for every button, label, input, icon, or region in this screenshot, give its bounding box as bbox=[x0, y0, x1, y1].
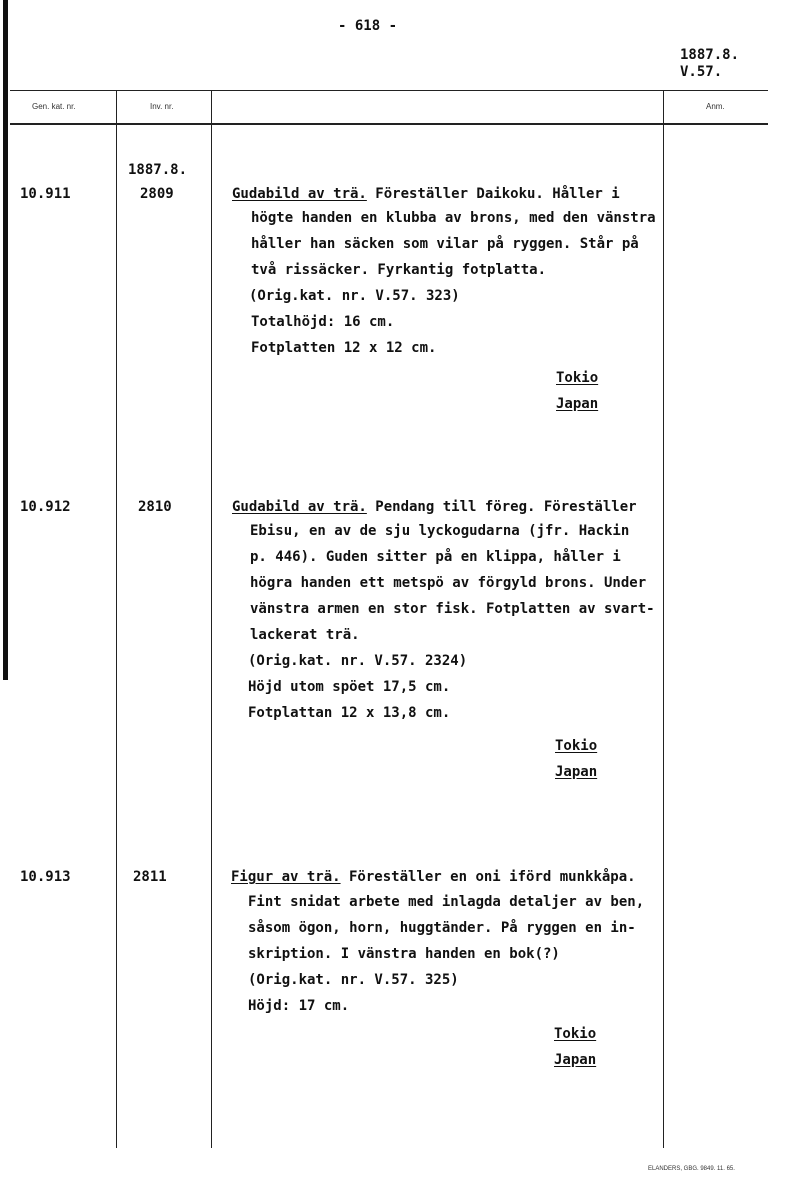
column-header-anm: Anm. bbox=[706, 102, 725, 111]
inv-number: 2810 bbox=[138, 499, 172, 515]
description-line: högte handen en klubba av brons, med den vänstra bbox=[251, 210, 656, 226]
description-line: Totalhöjd: 16 cm. bbox=[251, 314, 395, 330]
gen-kat-number: 10.911 bbox=[20, 186, 71, 202]
column-divider-3 bbox=[663, 90, 664, 1148]
entry-first-line bbox=[231, 869, 636, 885]
entry-first-line-rest: Föreställer Daikoku. Håller i bbox=[366, 186, 620, 202]
description-line: (Orig.kat. nr. V.57. 325) bbox=[248, 972, 459, 988]
description-line: skription. I vänstra handen en bok(?) bbox=[248, 946, 560, 962]
description-line: Ebisu, en av de sju lyckogudarna (jfr. Hackin bbox=[250, 523, 630, 539]
header-rule-top bbox=[10, 90, 768, 91]
header-vol-ref: V.57. bbox=[680, 64, 723, 80]
origin-country: Japan bbox=[556, 396, 599, 412]
description-line: (Orig.kat. nr. V.57. 323) bbox=[249, 288, 460, 304]
origin-city: Tokio bbox=[554, 1026, 597, 1042]
description-line: såsom ögon, horn, huggtänder. På ryggen en in- bbox=[248, 920, 636, 936]
column-divider-2 bbox=[211, 90, 212, 1148]
header-year-ref: 1887.8. bbox=[680, 47, 740, 63]
description-line: p. 446). Guden sitter på en klippa, håller i bbox=[250, 549, 621, 565]
column-divider-1 bbox=[116, 90, 117, 1148]
page-number: - 618 - bbox=[338, 18, 398, 34]
inv-number: 2809 bbox=[140, 186, 174, 202]
printer-imprint: ELANDERS, GBG. 9849. 11. 65. bbox=[648, 1166, 735, 1172]
description-line: två rissäcker. Fyrkantig fotplatta. bbox=[251, 262, 547, 278]
entry-title: Gudabild av trä. bbox=[232, 499, 367, 515]
entry-first-line bbox=[232, 499, 637, 515]
description-line: Höjd utom spöet 17,5 cm. bbox=[248, 679, 451, 695]
description-line: Fotplattan 12 x 13,8 cm. bbox=[248, 705, 451, 721]
entry-title: Figur av trä. bbox=[231, 869, 341, 885]
entry-title: Gudabild av trä. bbox=[232, 186, 367, 202]
entry-first-line-rest: Pendang till föreg. Föreställer bbox=[366, 499, 637, 515]
group-year: 1887.8. bbox=[128, 162, 188, 178]
origin-country: Japan bbox=[555, 764, 598, 780]
entry-first-line-rest: Föreställer en oni iförd munkkåpa. bbox=[340, 869, 636, 885]
inv-number: 2811 bbox=[133, 869, 167, 885]
column-header-inv: Inv. nr. bbox=[150, 102, 174, 111]
description-line: lackerat trä. bbox=[250, 627, 360, 643]
description-line: (Orig.kat. nr. V.57. 2324) bbox=[248, 653, 468, 669]
entry-first-line bbox=[232, 186, 620, 202]
description-line: Fotplatten 12 x 12 cm. bbox=[251, 340, 437, 356]
header-rule-bottom bbox=[10, 123, 768, 125]
description-line: Höjd: 17 cm. bbox=[248, 998, 350, 1014]
entry-description bbox=[248, 889, 644, 1019]
origin-city: Tokio bbox=[555, 738, 598, 754]
description-line: högra handen ett metspö av förgyld brons. Under bbox=[250, 575, 647, 591]
description-line: Fint snidat arbete med inlagda detaljer av ben, bbox=[248, 894, 645, 910]
origin-country: Japan bbox=[554, 1052, 597, 1068]
origin-city: Tokio bbox=[556, 370, 599, 386]
entry-description bbox=[250, 518, 655, 726]
entry-description bbox=[251, 205, 656, 361]
gen-kat-number: 10.912 bbox=[20, 499, 71, 515]
description-line: vänstra armen en stor fisk. Fotplatten av svart- bbox=[250, 601, 655, 617]
gen-kat-number: 10.913 bbox=[20, 869, 71, 885]
description-line: håller han säcken som vilar på ryggen. Står på bbox=[251, 236, 639, 252]
left-margin-bar bbox=[3, 0, 8, 680]
column-header-gen-kat: Gen. kat. nr. bbox=[32, 102, 76, 111]
